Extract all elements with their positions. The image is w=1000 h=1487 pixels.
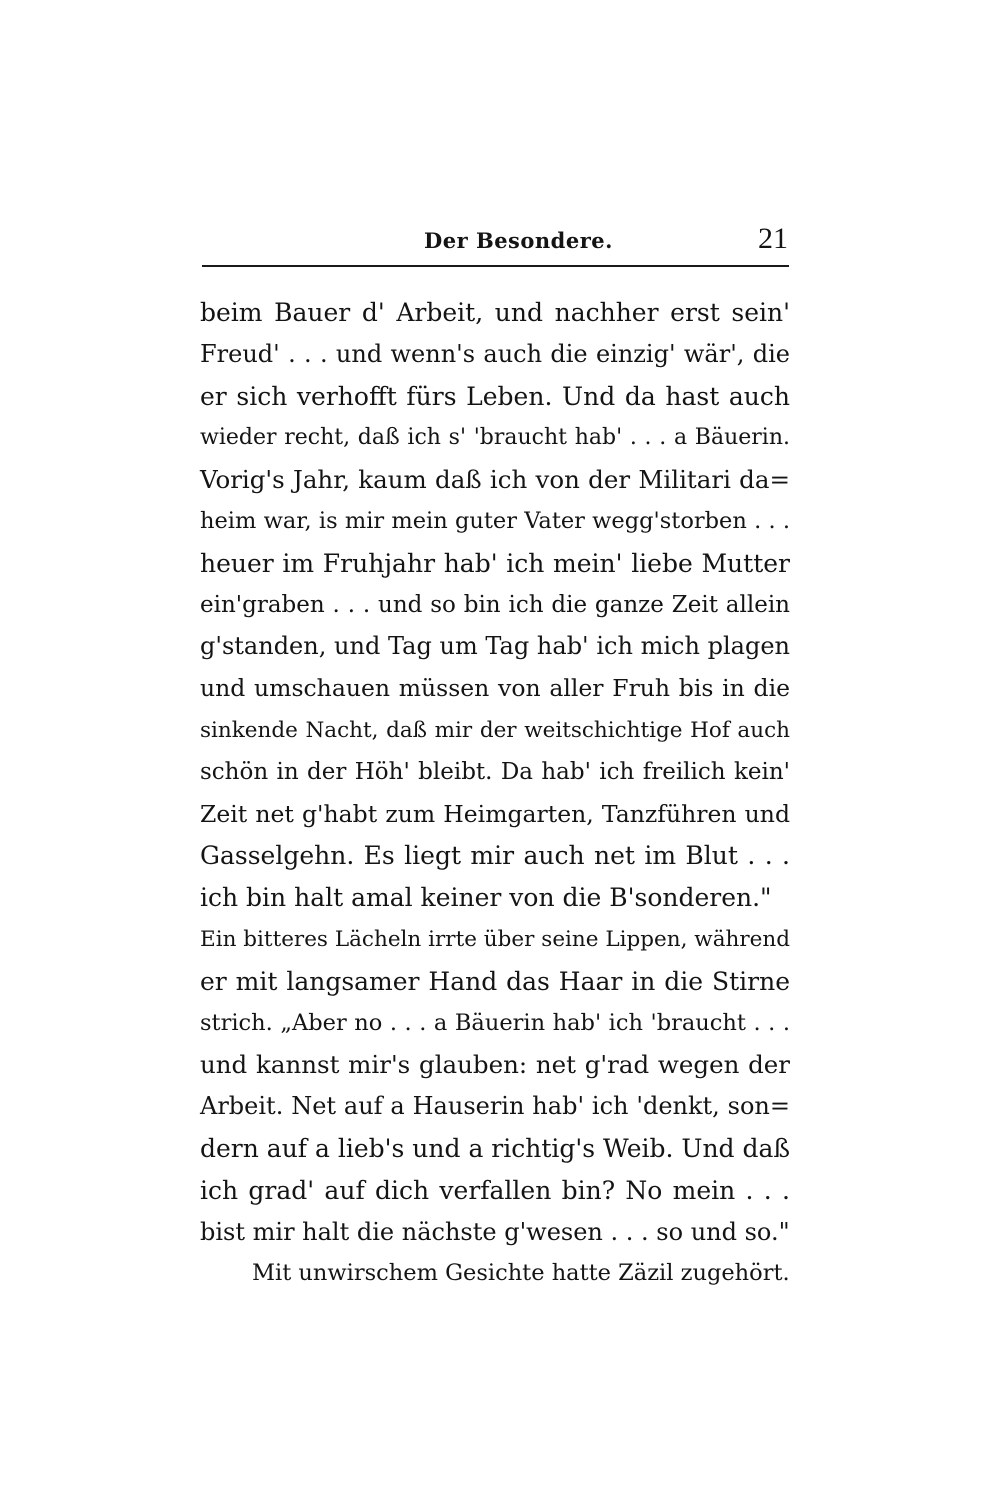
text-line: er sich verhofft fürs Leben. Und da hast auch: [200, 381, 790, 411]
text-line: und kannst mir's glauben: net g'rad wegen der: [200, 1050, 790, 1080]
text-line: er mit langsamer Hand das Haar in die Stirne: [200, 966, 790, 996]
page-number: 21: [758, 222, 788, 255]
text-line: dern auf a lieb's und a richtig's Weib. Und daß: [200, 1133, 791, 1163]
body-text: [200, 292, 790, 1295]
text-line: heuer im Fruhjahr hab' ich mein' liebe Mutter: [200, 548, 790, 578]
text-line: Arbeit. Net auf a Hauserin hab' ich 'denkt, son=: [200, 1092, 790, 1121]
text-line: ich grad' auf dich verfallen bin? No mein . . .: [200, 1175, 790, 1205]
text-line: wieder recht, daß ich s' 'braucht hab' . . . a Bäuerin.: [200, 425, 790, 451]
paragraph-first-line: Mit unwirschem Gesichte hatte Zäzil zugehört.: [252, 1260, 790, 1287]
text-line: g'standen, und Tag um Tag hab' ich mich plagen: [200, 632, 790, 661]
running-head: [200, 222, 790, 268]
text-line: ich bin halt amal keiner von die B'sonderen.": [200, 883, 772, 913]
text-line: bist mir halt die nächste g'wesen . . . so und so.": [200, 1217, 790, 1246]
running-title: Der Besondere.: [424, 228, 613, 253]
text-line: Gasselgehn. Es liegt mir auch net im Blut . . .: [200, 841, 790, 871]
text-line: sinkende Nacht, daß mir der weitschichtige Hof auch: [200, 717, 790, 743]
text-line: Zeit net g'habt zum Heimgarten, Tanzführen und: [200, 799, 790, 828]
text-line: und umschauen müssen von aller Fruh bis in die: [200, 674, 790, 703]
text-line: strich. „Aber no . . . a Bäuerin hab' ich 'braucht . . .: [200, 1009, 790, 1036]
text-line: heim war, is mir mein guter Vater wegg'storben . . .: [200, 507, 790, 534]
text-line: Ein bitteres Lächeln irrte über seine Lippen, während: [200, 926, 790, 952]
text-line: Freud' . . . und wenn's auch die einzig' wär', die: [200, 339, 790, 368]
header-rule: [202, 265, 789, 267]
text-line: schön in der Höh' bleibt. Da hab' ich freilich kein': [200, 758, 790, 785]
text-line: beim Bauer d' Arbeit, und nachher erst sein': [200, 298, 790, 327]
text-line: Vorig's Jahr, kaum daß ich von der Militari da=: [200, 465, 790, 495]
text-line: ein'graben . . . und so bin ich die ganze Zeit allein: [200, 591, 790, 618]
